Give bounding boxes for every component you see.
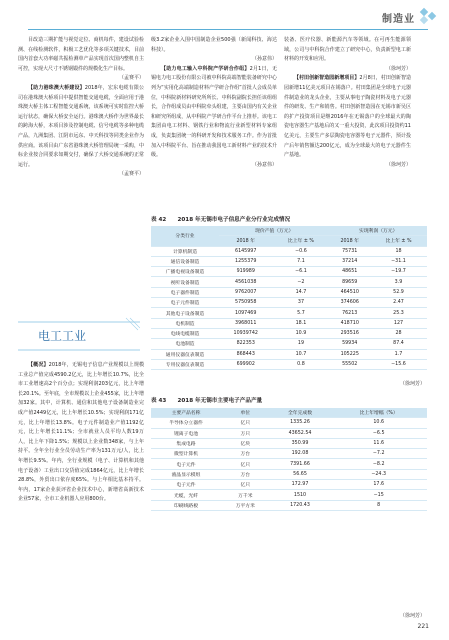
page-header bbox=[0, 0, 449, 30]
row-label: 专用仪器仪表制造 bbox=[151, 359, 219, 369]
section-title: 电工工业 bbox=[38, 329, 87, 343]
table-cell: 919989 bbox=[219, 267, 272, 277]
table-cell: −8.2 bbox=[330, 459, 427, 469]
table-cell: 127 bbox=[370, 318, 427, 328]
source-note: （徐珂芳） bbox=[385, 65, 411, 72]
column-header: 主要产品名称 bbox=[151, 408, 221, 418]
table-cell: 56.65 bbox=[270, 469, 331, 479]
table-row bbox=[151, 349, 427, 359]
source-note: （徐珂芳） bbox=[400, 381, 426, 387]
table-cell: 万千米 bbox=[221, 490, 270, 500]
table-cell: 亿只 bbox=[221, 418, 270, 428]
table-cell: 1335.26 bbox=[270, 418, 331, 428]
row-label: 计算机制造 bbox=[151, 246, 219, 256]
table-cell: 11.6 bbox=[330, 438, 427, 448]
paragraph: 装备、医疗仪器、新能源汽车等领域。在可再生能源领域，公司与中科院合作建立了研究中心，负责新型电工新材料的开发和应用。 bbox=[284, 37, 411, 63]
table-row bbox=[151, 328, 427, 338]
table-cell: 万只 bbox=[221, 428, 270, 438]
table-cell: 464510 bbox=[329, 287, 370, 297]
row-label: 通用仪器仪表制造 bbox=[151, 349, 219, 359]
source-note: （孟赛平） bbox=[118, 171, 144, 178]
table-cell: 万台 bbox=[221, 449, 270, 459]
table-cell: 37 bbox=[272, 298, 329, 308]
column-header: 实现利润（万元） bbox=[329, 226, 427, 236]
table-cell: 1510 bbox=[270, 490, 331, 500]
table-cell: 7.1 bbox=[272, 256, 329, 266]
table-cell: −6.1 bbox=[272, 267, 329, 277]
table-cell: 48651 bbox=[329, 267, 370, 277]
row-label: 锂离子电池 bbox=[151, 428, 221, 438]
table-cell: 37214 bbox=[329, 256, 370, 266]
row-label: 通信设备制造 bbox=[151, 256, 219, 266]
table-row bbox=[151, 308, 427, 318]
column-header: 2018 年 bbox=[329, 236, 370, 246]
row-label: 液晶显示模组 bbox=[151, 469, 221, 479]
paragraph-heading: 【助力港珠澳大桥建设】 bbox=[28, 84, 85, 91]
table-row bbox=[151, 428, 427, 438]
source-note: （孙意伟） bbox=[251, 56, 277, 63]
table-cell: 8 bbox=[330, 500, 427, 510]
table-cell: 55502 bbox=[329, 359, 370, 369]
table-row bbox=[151, 277, 427, 287]
table-cell: 87.4 bbox=[370, 339, 427, 349]
table-cell: 25.3 bbox=[370, 308, 427, 318]
row-label: 半导体分立器件 bbox=[151, 418, 221, 428]
row-label: 视听设备制造 bbox=[151, 277, 219, 287]
table-cell: 9762007 bbox=[219, 287, 272, 297]
table-cell: 89659 bbox=[329, 277, 370, 287]
table-cell: 18 bbox=[370, 246, 427, 256]
industry-table bbox=[151, 226, 427, 370]
row-label: 广播电视设备制造 bbox=[151, 267, 219, 277]
table-body bbox=[151, 418, 427, 511]
table-cell: 374606 bbox=[329, 298, 370, 308]
paragraph: 2月1日，无锡电力电工股份有限公司被中科院高端智能装备研究中心列为“实用化高端制造材料产学研合作组”首批人会成员单位，中科院新材料研究所所长、中科院副院长担任该组组长，合作组成员由中科院牵头组建，主要由国内有关企业和研究所组成，从中科院产学研合作平台上推荐。该电工集团由电工材料、钢铁行业和物流行业新型材料专家组成，负责集团统一的科研开发和技术服务工作。作为首批加入中科院平台、旨在推动我国电工新材料产业的技术升级。 bbox=[151, 65, 277, 159]
table-cell: 18.1 bbox=[272, 318, 329, 328]
table-cell: 14.7 bbox=[272, 287, 329, 297]
column-header: 全年完成数 bbox=[270, 408, 331, 418]
table-row bbox=[151, 500, 427, 510]
table-row bbox=[151, 318, 427, 328]
row-label: 电子元件 bbox=[151, 480, 221, 490]
row-label: 光缆，光纤 bbox=[151, 490, 221, 500]
column-header: 单位 bbox=[221, 408, 270, 418]
column-middle bbox=[151, 36, 277, 196]
table-row bbox=[151, 287, 427, 297]
table-row bbox=[151, 480, 427, 490]
table-row bbox=[151, 246, 427, 256]
table-cell: 3968011 bbox=[219, 318, 272, 328]
row-label: 其他电子设备制造 bbox=[151, 308, 219, 318]
table-cell: 350.99 bbox=[270, 438, 331, 448]
column-header: 比上年增幅（%） bbox=[330, 408, 427, 418]
table-cell: 293516 bbox=[329, 328, 370, 338]
table-cell: 76213 bbox=[329, 308, 370, 318]
table-row bbox=[151, 449, 427, 459]
table-cell: 822353 bbox=[219, 339, 272, 349]
table-title: 表 43 2018 年无锡市主要电子产品产量 bbox=[151, 398, 263, 404]
table-cell: 10939742 bbox=[219, 328, 272, 338]
paragraph: 级3.2家企业入围中国制造企业500强（新闻科技、海达科技）。 bbox=[151, 37, 277, 53]
table-cell: −7.2 bbox=[330, 449, 427, 459]
product-table bbox=[151, 408, 427, 511]
table-cell: 6145997 bbox=[219, 246, 272, 256]
column-left-lower bbox=[18, 361, 144, 505]
paragraph-heading: 【概况】 bbox=[28, 362, 49, 368]
row-label: 电机制造 bbox=[151, 318, 219, 328]
table-row bbox=[151, 418, 427, 428]
source-note: （徐珂芳） bbox=[400, 613, 426, 619]
table-row bbox=[151, 459, 427, 469]
table-cell: 28 bbox=[370, 328, 427, 338]
table-cell: 1255379 bbox=[219, 256, 272, 266]
column-header: 分类行业 bbox=[151, 226, 219, 246]
table-cell: 172.97 bbox=[270, 480, 331, 490]
source-note: （孟赛平） bbox=[118, 75, 144, 82]
section-banner bbox=[18, 316, 140, 356]
row-label: 电线电缆制造 bbox=[151, 328, 219, 338]
table-cell: 10.6 bbox=[330, 418, 427, 428]
table-cell: 75731 bbox=[329, 246, 370, 256]
running-head: 制造业 bbox=[382, 14, 415, 25]
table-cell: 17.6 bbox=[330, 480, 427, 490]
table-cell: 699902 bbox=[219, 359, 272, 369]
table-cell: 59934 bbox=[329, 339, 370, 349]
table-body bbox=[151, 246, 427, 370]
table-cell: 418710 bbox=[329, 318, 370, 328]
table-cell: 52.9 bbox=[370, 287, 427, 297]
table-cell: −2 bbox=[272, 277, 329, 287]
table-cell: −19.7 bbox=[370, 267, 427, 277]
table-row bbox=[151, 490, 427, 500]
table-title: 表 42 2018 年无锡市电子信息产业分行业完成情况 bbox=[151, 217, 291, 223]
row-label: 电子元件制造 bbox=[151, 298, 219, 308]
table-cell: 4561038 bbox=[219, 277, 272, 287]
table-cell: 1.7 bbox=[370, 349, 427, 359]
row-label: 电子元件 bbox=[151, 459, 221, 469]
row-label: 印刷线路板 bbox=[151, 500, 221, 510]
table-cell: 万平方米 bbox=[221, 500, 270, 510]
diamond-ornament-icon bbox=[419, 7, 441, 23]
table-row bbox=[151, 256, 427, 266]
paragraph-heading: 【助力电工输入中科院产学研合作组】 bbox=[161, 65, 250, 72]
source-note: （徐珂芳） bbox=[385, 161, 411, 168]
row-label: 集成电路 bbox=[151, 438, 221, 448]
table-cell: 7391.66 bbox=[270, 459, 331, 469]
column-right bbox=[284, 36, 411, 196]
table-cell: 3.9 bbox=[370, 277, 427, 287]
table-cell: −15.6 bbox=[370, 359, 427, 369]
paragraph: 目改造三期扩能与视觉定位、商机每件，建设试验检测、在线检测软件，积极工艺优化等多项关键技术，目前国内首套大功率磁共振检测单产品实现首次国内整机自主可控，实现大尺寸不锈钢锻件的规模化生产目标。 bbox=[18, 37, 144, 72]
table-cell: 0.8 bbox=[272, 359, 329, 369]
table-cell: 2.47 bbox=[370, 298, 427, 308]
table-cell: 19 bbox=[272, 339, 329, 349]
table-cell: −0.6 bbox=[272, 246, 329, 256]
table-cell: 1720.43 bbox=[270, 500, 331, 510]
column-header: 现价产值（万元） bbox=[219, 226, 329, 236]
table-row bbox=[151, 469, 427, 479]
table-cell: 亿只 bbox=[221, 459, 270, 469]
table-cell: 1097469 bbox=[219, 308, 272, 318]
paragraph: 2018年，无锡电子信息产业规模以上规模工业总产值完成4590.2亿元，比上年增长10.7%，比全市工业增速高2个百分点；实现利润203亿元，比上年增长20.1%。至年底，全市规模以上企业455家，比上年增加32家。其中，计算机、通信和其他电子设备制造业完成产值2449亿元，比上年增长10.5%；实现利润171亿元，比上年增长13.8%。电子元件制造业产值1192亿元，比上年增长11.1%；全市就业人员平均人数19万人，比上年下降1.5%；规模以上企业数348家，与上年持平。全年全行业全员劳动生产率为131万元/人，比上年增长9.5%。年内，全行业规模（电子、计算机和其他电子设备）工业出口交货值完成1864亿元，比上年增长28.8%，外贸出口依存度65%。与上年相比基本持平。年内，17家企业获评省企业技术中心，新增省高新技术企业57家，全市工业机器人应用800台。 bbox=[18, 362, 144, 503]
table-cell: 10.7 bbox=[272, 349, 329, 359]
table-cell: −31.1 bbox=[370, 256, 427, 266]
table-cell: 5750958 bbox=[219, 298, 272, 308]
table-cell: −15 bbox=[330, 490, 427, 500]
table-cell: 192.08 bbox=[270, 449, 331, 459]
paragraph: 2018年，宏东电缆有限公司在港珠澳大桥项目中提供智能交通电缆，全面应用于港珠澳大桥主体工程智能交通系统，该系统可实时监控大桥运行状态，确保大桥安全运行。港珠澳大桥作为世界最长的跨海大桥，本项目涉及控制电缆、信号电缆等多种电缆产品，九洲集团、江阴市远东、中天科技等同类企业作为供应商。该项目由广东省港珠澳大桥管理局统一采购，中标企业按合同要求如期交付，确保了大桥交通系统的正常运行。 bbox=[18, 84, 144, 168]
table-cell: 5.7 bbox=[272, 308, 329, 318]
table-cell: −24.3 bbox=[330, 469, 427, 479]
table-cell: 868443 bbox=[219, 349, 272, 359]
table-row bbox=[151, 339, 427, 349]
row-label: 电子器件制造 bbox=[151, 287, 219, 297]
table-row bbox=[151, 438, 427, 448]
table-row bbox=[151, 359, 427, 369]
column-header: 比上年 ± % bbox=[370, 236, 427, 246]
table-cell: 10.9 bbox=[272, 328, 329, 338]
page-number: 221 bbox=[417, 623, 429, 630]
source-note: （孙意伟） bbox=[251, 161, 277, 168]
row-label: 电池制造 bbox=[151, 339, 219, 349]
column-header: 2018 年 bbox=[219, 236, 272, 246]
table-cell: 亿只 bbox=[221, 480, 270, 490]
table-cell: 43652.54 bbox=[270, 428, 331, 438]
column-header: 比上年 ± % bbox=[272, 236, 329, 246]
column-left bbox=[18, 36, 144, 180]
paragraph: 2月8日，村田创新智造园新增11亿美元项目在锡落户。村田集团是全球电子元器件制造业的龙头企业，主要从事电子陶瓷材料及电子元器件的研发、生产和销售。村田创新智造园在无锡市新吴区的扩产投资项目是继2016年在无锡落户的全球最大的陶瓷电容器生产基地后的又一重大投资，此次项目投资约11亿美元，主要生产多层陶瓷电容器等电子元器件，预计投产后年销售额达200亿元，成为全球最大的电子元器件生产基地。 bbox=[284, 75, 411, 159]
table-row bbox=[151, 298, 427, 308]
row-label: 微型计算机 bbox=[151, 449, 221, 459]
table-cell: 亿块 bbox=[221, 438, 270, 448]
table-row bbox=[151, 267, 427, 277]
paragraph-heading: 【村田创新智造园新增项目】 bbox=[294, 75, 360, 82]
table-cell: 万台 bbox=[221, 469, 270, 479]
header-rule bbox=[28, 29, 428, 30]
table-cell: −6.5 bbox=[330, 428, 427, 438]
table-cell: 105225 bbox=[329, 349, 370, 359]
